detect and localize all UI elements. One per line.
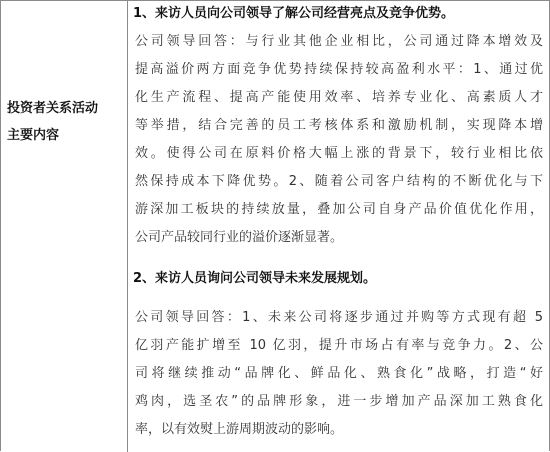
item-2-line: 司将继续推动“品牌化、鲜品化、熟食化”战略，打造“好 [135,366,543,381]
item-2-heading: 2、来访人员询问公司领导未来发展规划。 [133,271,377,286]
item-1-line: 提高溢价两方面竞争优势持续保持较高盈利水平：1、通过优 [135,62,543,77]
item-1-line: 效。使得公司在原料价格大幅上涨的背景下，较行业相比依 [135,146,543,161]
item-2-line: 公司领导回答：1、未来公司将逐步通过并购等方式现有超 5 [135,310,543,325]
item-1-line: 公司产品较同行业的溢价逐渐显著。 [135,230,344,245]
content-cell [128,1,550,452]
item-1-line: 等举措，结合完善的员工考核体系和激励机制，实现降本增 [135,118,543,133]
item-1-line: 化生产流程、提高产能使用效率、培养专业化、高素质人才 [135,90,543,105]
item-2-line: 鸡肉，选圣农”的品牌形象，进一步增加产品深加工熟食化 [135,394,543,409]
row-label-cell [1,1,128,452]
item-2-line: 亿羽产能扩增至 10 亿羽，提升市场占有率与竞争力。2、公 [135,338,543,353]
item-1-line: 公司领导回答：与行业其他企业相比，公司通过降本增效及 [135,34,543,49]
item-1-line: 然保持成本下降优势。2、随着公司客户结构的不断优化与下 [135,174,543,189]
item-1-heading: 1、来访人员向公司领导了解公司经营亮点及竞争优势。 [133,6,455,21]
item-1-line: 游深加工板块的持续放量，叠加公司自身产品价值优化作用， [135,202,543,217]
row-label: 投资者关系活动 主要内容 [7,101,99,143]
item-2-line: 率，以有效熨上游周期波动的影响。 [135,422,344,437]
